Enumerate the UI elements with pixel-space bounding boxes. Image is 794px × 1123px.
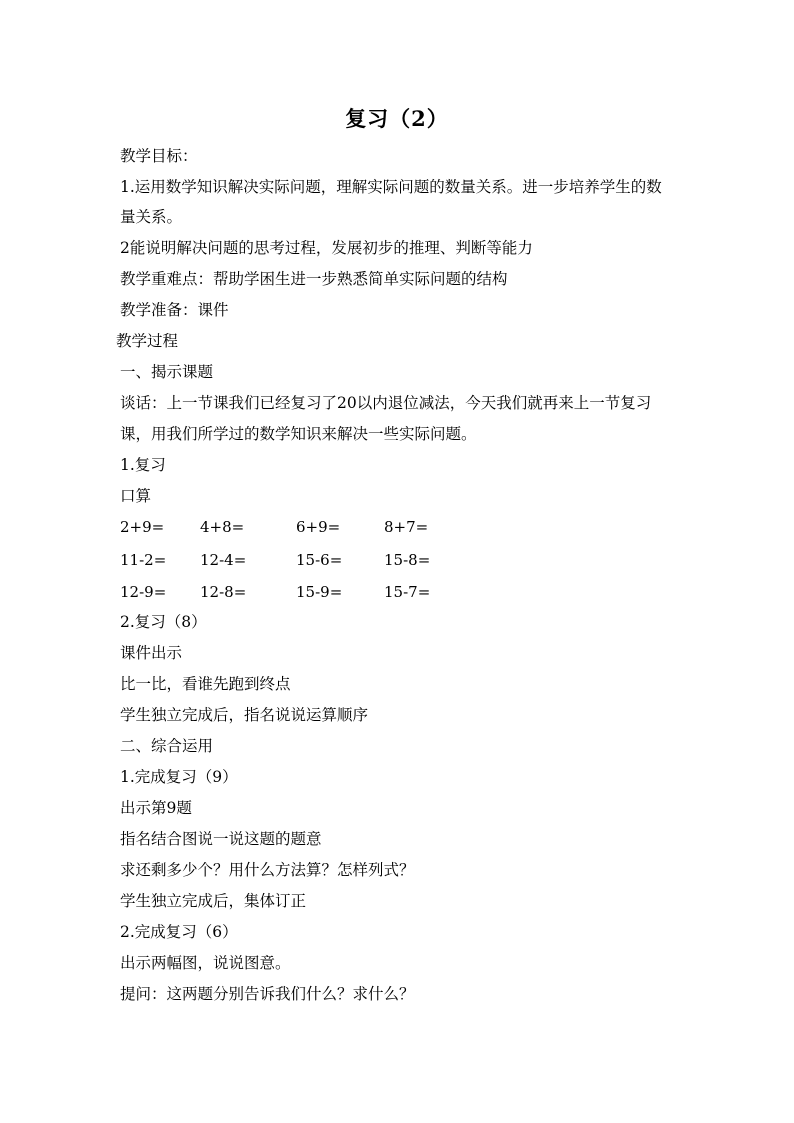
oral-math-item: 2+9= bbox=[120, 518, 165, 536]
text-line: 2.复习（8） bbox=[120, 613, 207, 631]
text-line: 教学重难点：帮助学困生进一步熟悉简单实际问题的结构 bbox=[120, 270, 508, 288]
section-heading: 一、揭示课题 bbox=[120, 363, 214, 381]
text-line: 1.运用数学知识解决实际问题，理解实际问题的数量关系。进一步培养学生的数 bbox=[120, 178, 662, 196]
document-title: 复习（2） bbox=[345, 106, 449, 131]
text-line: 比一比，看谁先跑到终点 bbox=[120, 675, 291, 693]
text-line: 量关系。 bbox=[120, 208, 183, 226]
oral-math-item: 12-9= bbox=[120, 583, 167, 601]
text-line: 求还剩多少个？用什么方法算？怎样列式？ bbox=[120, 861, 415, 879]
oral-math-item: 15-6= bbox=[296, 551, 343, 569]
text-line: 2.完成复习（6） bbox=[120, 923, 238, 941]
text-line: 1.复习 bbox=[120, 456, 166, 474]
oral-math-item: 8+7= bbox=[384, 518, 429, 536]
text-line: 1.完成复习（9） bbox=[120, 768, 238, 786]
text-line: 学生独立完成后，集体订正 bbox=[120, 892, 307, 910]
oral-math-item: 11-2= bbox=[120, 551, 167, 569]
oral-math-item: 6+9= bbox=[296, 518, 341, 536]
text-line: 2能说明解决问题的思考过程，发展初步的推理、判断等能力 bbox=[120, 239, 533, 257]
text-line: 课，用我们所学过的数学知识来解决一些实际问题。 bbox=[120, 425, 477, 443]
text-line: 指名结合图说一说这题的题意 bbox=[120, 830, 322, 848]
oral-math-item: 15-7= bbox=[384, 583, 431, 601]
section-heading: 二、综合运用 bbox=[120, 737, 214, 755]
text-line: 教学目标： bbox=[120, 147, 198, 165]
oral-math-item: 12-4= bbox=[200, 551, 247, 569]
text-line: 出示两幅图，说说图意。 bbox=[120, 954, 291, 972]
oral-math-item: 12-8= bbox=[200, 583, 247, 601]
text-line: 谈话：上一节课我们已经复习了20以内退位减法，今天我们就再来上一节复习 bbox=[120, 394, 652, 412]
text-line: 教学准备：课件 bbox=[120, 301, 229, 319]
oral-math-item: 15-8= bbox=[384, 551, 431, 569]
text-line: 口算 bbox=[120, 487, 152, 505]
text-line: 学生独立完成后，指名说说运算顺序 bbox=[120, 706, 369, 724]
section-heading: 教学过程 bbox=[116, 332, 179, 350]
text-line: 出示第9题 bbox=[120, 799, 192, 817]
text-line: 提问：这两题分别告诉我们什么？求什么？ bbox=[120, 985, 415, 1003]
oral-math-item: 4+8= bbox=[200, 518, 245, 536]
oral-math-item: 15-9= bbox=[296, 583, 343, 601]
text-line: 课件出示 bbox=[120, 644, 183, 662]
